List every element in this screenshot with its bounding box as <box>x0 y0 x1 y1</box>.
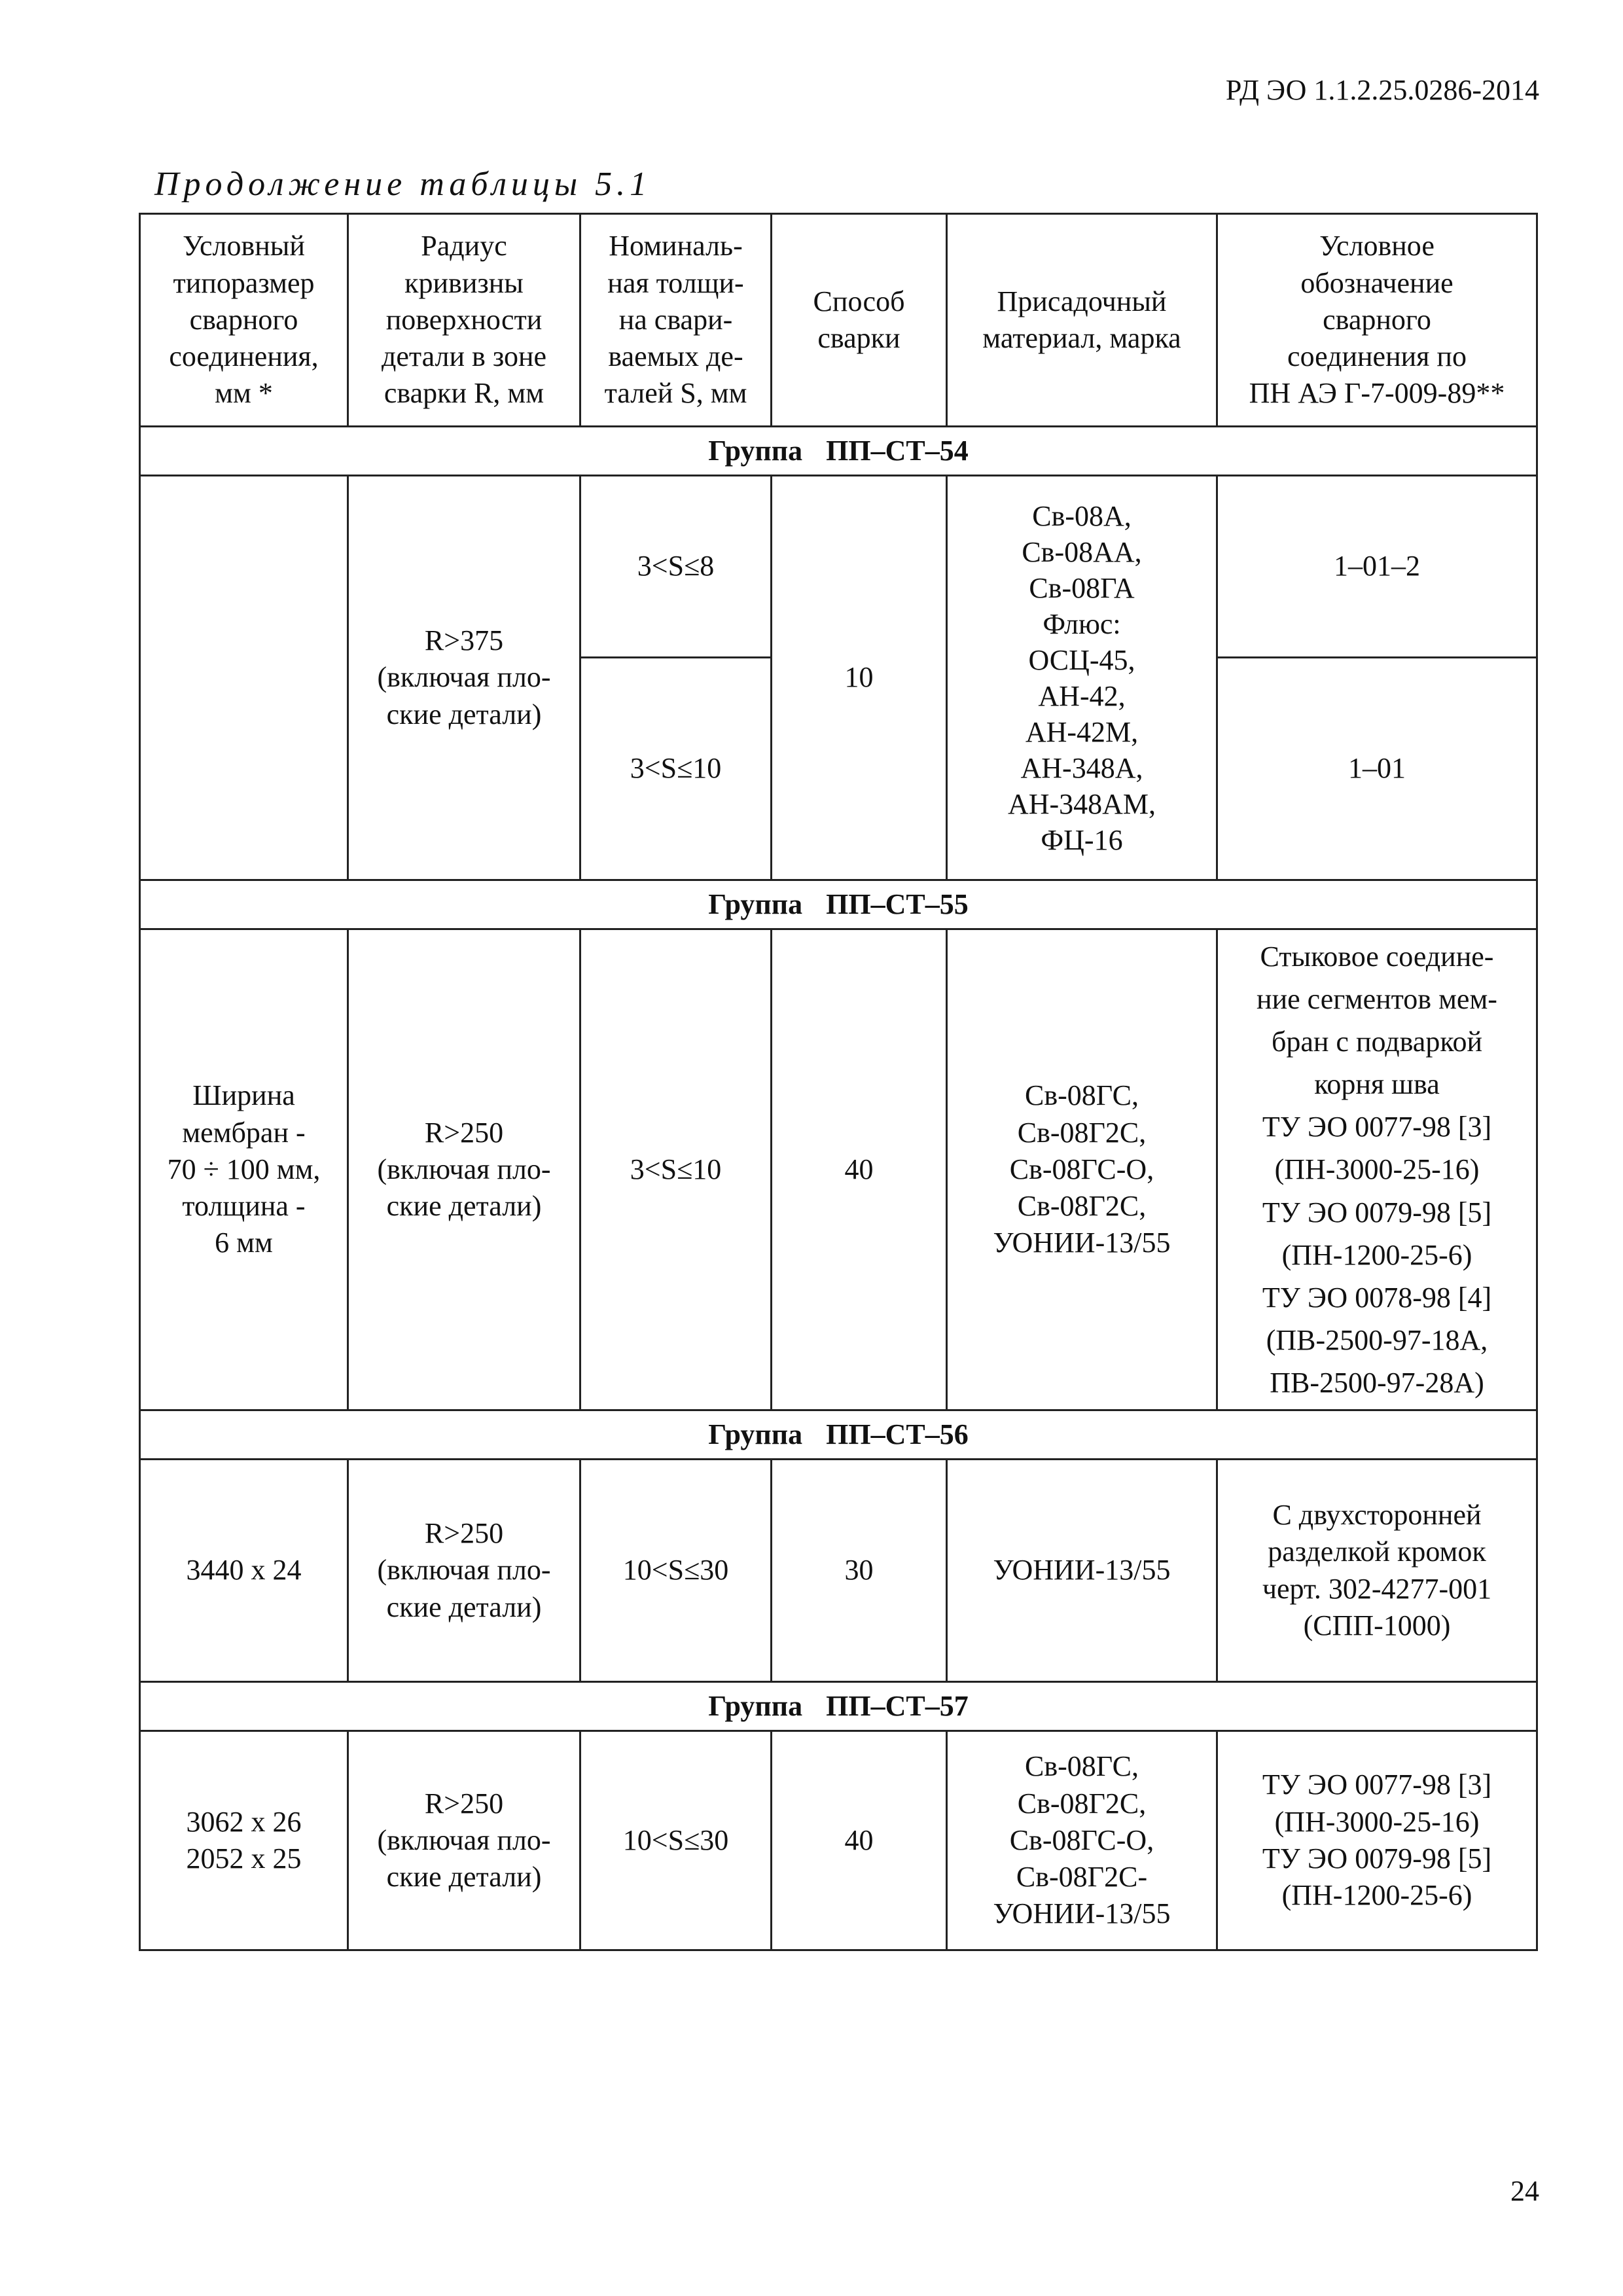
designation-cell: ТУ ЭО 0077-98 [3] (ПН-3000-25-16) ТУ ЭО 0079-98 [5] (ПН-1200-25-6) <box>1217 1731 1537 1950</box>
header-cell-method: Способ сварки <box>772 214 947 427</box>
group-title: Группа ПП–СТ–56 <box>140 1410 1537 1460</box>
method-cell: 40 <box>772 929 947 1410</box>
radius-cell: R>250 (включая пло- ские детали) <box>348 1731 580 1950</box>
radius-cell: R>250 (включая пло- ские детали) <box>348 1460 580 1682</box>
size-cell: 3062 х 26 2052 х 25 <box>140 1731 348 1950</box>
filler-cell: Св-08ГС, Св-08Г2С, Св-08ГС-О, Св-08Г2С- УОНИИ-13/55 <box>947 1731 1217 1950</box>
thickness-cell: 10<S≤30 <box>580 1731 772 1950</box>
designation-cell: Стыковое соедине- ние сегментов мем- бран с подваркой корня шва ТУ ЭО 0077-98 [3] (ПН-3000-25-16) ТУ ЭО 0079-98 [5] (ПН-1200-25-6) ТУ ЭО 0078-98 [4] (ПВ-2500-97-18А, ПВ-2500-97-28А) <box>1217 929 1537 1410</box>
page-number: 24 <box>1510 2175 1539 2207</box>
table-row <box>140 1460 1537 1682</box>
group-row-57 <box>140 1682 1537 1731</box>
table-row <box>140 1731 1537 1950</box>
document-code: РД ЭО 1.1.2.25.0286-2014 <box>1225 74 1539 106</box>
thickness-cell: 3<S≤10 <box>580 658 772 880</box>
table-row <box>140 929 1537 1410</box>
filler-cell: УОНИИ-13/55 <box>947 1460 1217 1682</box>
table-caption: Продолжение таблицы 5.1 <box>154 166 652 203</box>
designation-cell: С двухсторонней разделкой кромок черт. 302-4277-001 (СПП-1000) <box>1217 1460 1537 1682</box>
designation-cell: 1–01–2 <box>1217 476 1537 658</box>
header-cell-radius: Радиус кривизны поверхности детали в зоне сварки R, мм <box>348 214 580 427</box>
radius-cell: R>375 (включая пло- ские детали) <box>348 476 580 880</box>
thickness-cell: 3<S≤10 <box>580 929 772 1410</box>
group-title: Группа ПП–СТ–55 <box>140 880 1537 929</box>
group-title: Группа ПП–СТ–57 <box>140 1682 1537 1731</box>
size-cell: Ширина мембран - 70 ÷ 100 мм, толщина - 6 мм <box>140 929 348 1410</box>
welding-table <box>139 213 1538 1951</box>
header-cell-designation: Условное обозначение сварного соединения по ПН АЭ Г-7-009-89** <box>1217 214 1537 427</box>
method-cell: 10 <box>772 476 947 880</box>
table-row <box>140 476 1537 658</box>
designation-cell: 1–01 <box>1217 658 1537 880</box>
size-cell: 3440 х 24 <box>140 1460 348 1682</box>
header-cell-size: Условный типоразмер сварного соединения, мм * <box>140 214 348 427</box>
header-cell-thickness: Номиналь- ная толщи- на свари- ваемых де- талей S, мм <box>580 214 772 427</box>
group-row-56 <box>140 1410 1537 1460</box>
method-cell: 40 <box>772 1731 947 1950</box>
radius-cell: R>250 (включая пло- ские детали) <box>348 929 580 1410</box>
group-row-55 <box>140 880 1537 929</box>
group-row-54 <box>140 427 1537 476</box>
header-row <box>140 214 1537 427</box>
header-cell-filler: Присадочный материал, марка <box>947 214 1217 427</box>
filler-cell: Св-08ГС, Св-08Г2С, Св-08ГС-О, Св-08Г2С, УОНИИ-13/55 <box>947 929 1217 1410</box>
method-cell: 30 <box>772 1460 947 1682</box>
thickness-cell: 10<S≤30 <box>580 1460 772 1682</box>
filler-cell: Св-08А, Св-08АА, Св-08ГА Флюс: ОСЦ-45, АН-42, АН-42М, АН-348А, АН-348АМ, ФЦ-16 <box>947 476 1217 880</box>
size-cell <box>140 476 348 880</box>
thickness-cell: 3<S≤8 <box>580 476 772 658</box>
group-title: Группа ПП–СТ–54 <box>140 427 1537 476</box>
